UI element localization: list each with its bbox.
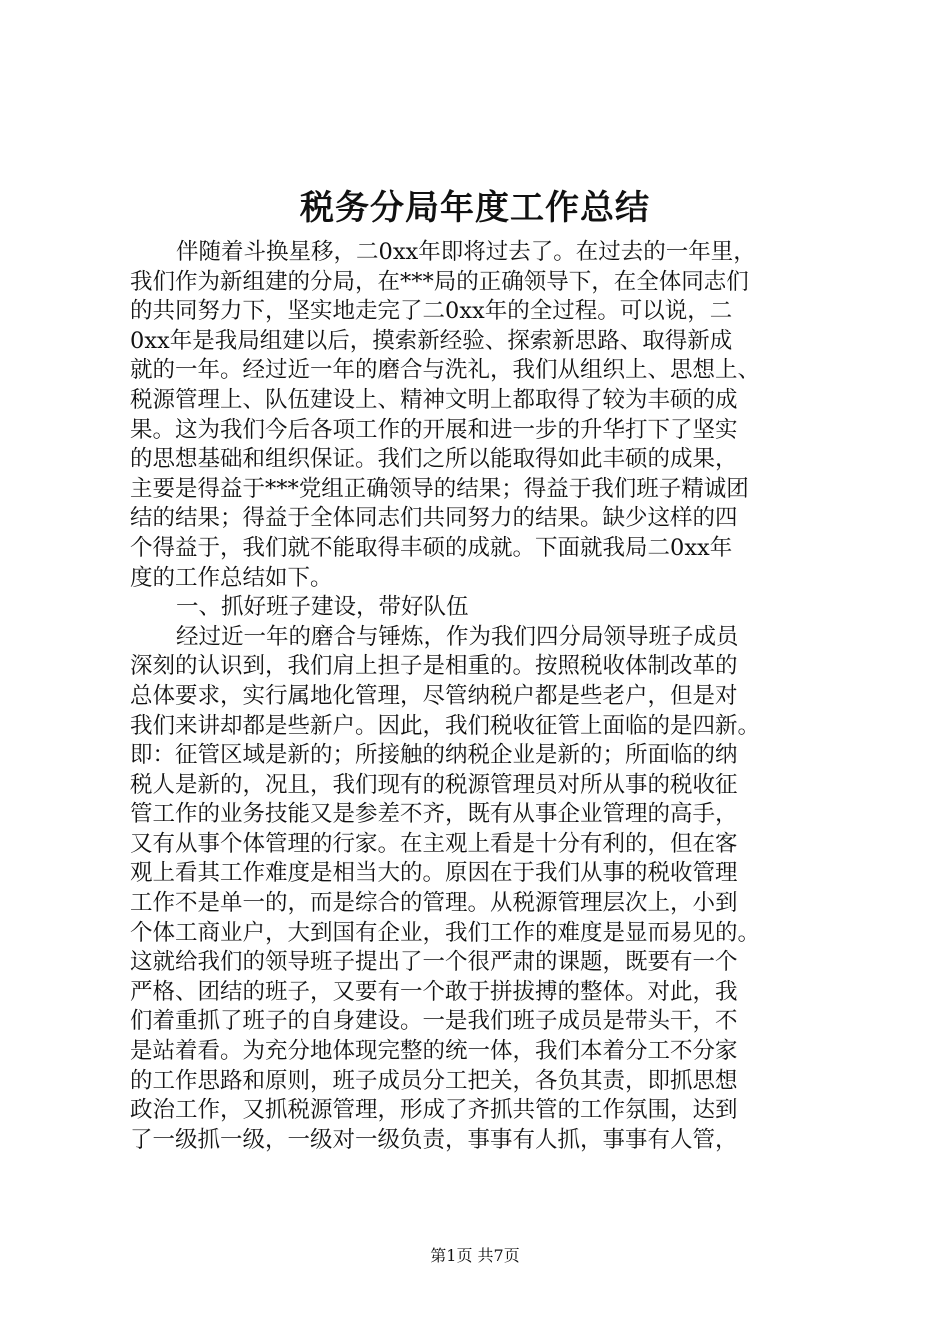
- body-line: 工作不是单一的，而是综合的管理。从税源管理层次上，小到: [130, 890, 738, 917]
- body-line: 政治工作，又抓税源管理，形成了齐抓共管的工作氛围，达到: [130, 1097, 738, 1124]
- body-line: 个体工商业户，大到国有企业，我们工作的难度是显而易见的。: [130, 919, 761, 946]
- body-line: 即：征管区域是新的；所接触的纳税企业是新的；所面临的纳: [130, 742, 738, 769]
- body-line: 的共同努力下，坚实地走完了二0xx年的全过程。可以说，二: [130, 298, 733, 325]
- body-line: 0xx年是我局组建以后，摸索新经验、探索新思路、取得新成: [130, 327, 733, 354]
- body-line: 我们来讲却都是些新户。因此，我们税收征管上面临的是四新。: [130, 712, 761, 739]
- body-line: 观上看其工作难度是相当大的。原因在于我们从事的税收管理: [130, 860, 738, 887]
- body-line: 度的工作总结如下。: [130, 564, 333, 591]
- body-line: 了一级抓一级，一级对一级负责，事事有人抓，事事有人管，: [130, 1126, 738, 1153]
- section-heading: 一、抓好班子建设，带好队伍: [176, 594, 469, 621]
- body-line: 经过近一年的磨合与锤炼，作为我们四分局领导班子成员: [176, 623, 739, 650]
- body-line: 税人是新的，况且，我们现有的税源管理员对所从事的税收征: [130, 771, 738, 798]
- body-line: 结的结果；得益于全体同志们共同努力的结果。缺少这样的四: [130, 505, 738, 532]
- body-line: 深刻的认识到，我们肩上担子是相重的。按照税收体制改革的: [130, 653, 738, 680]
- body-line: 果。这为我们今后各项工作的开展和进一步的升华打下了坚实: [130, 416, 738, 443]
- body-line: 我们作为新组建的分局，在***局的正确领导下，在全体同志们: [130, 268, 749, 295]
- body-line: 的工作思路和原则，班子成员分工把关，各负其责，即抓思想: [130, 1067, 738, 1094]
- document-title: 税务分局年度工作总结: [300, 188, 650, 228]
- body-line: 就的一年。经过近一年的磨合与洗礼，我们从组织上、思想上、: [130, 357, 761, 384]
- body-line: 个得益于，我们就不能取得丰硕的成就。下面就我局二0xx年: [130, 534, 733, 561]
- body-line: 管工作的业务技能又是参差不齐，既有从事企业管理的高手，: [130, 801, 738, 828]
- page-footer: 第1页 共7页: [430, 1246, 520, 1265]
- body-line: 们着重抓了班子的自身建设。一是我们班子成员是带头干，不: [130, 1008, 738, 1035]
- body-line: 总体要求，实行属地化管理，尽管纳税户都是些老户，但是对: [130, 682, 738, 709]
- body-line: 伴随着斗换星移，二0xx年即将过去了。在过去的一年里，: [176, 239, 756, 265]
- body-line: 这就给我们的领导班子提出了一个很严肃的课题，既要有一个: [130, 949, 738, 976]
- body-line: 税源管理上、队伍建设上、精神文明上都取得了较为丰硕的成: [130, 386, 738, 413]
- body-line: 是站着看。为充分地体现完整的统一体，我们本着分工不分家: [130, 1038, 738, 1065]
- body-line: 主要是得益于***党组正确领导的结果；得益于我们班子精诚团: [130, 475, 749, 502]
- body-line: 又有从事个体管理的行家。在主观上看是十分有利的，但在客: [130, 830, 738, 857]
- body-line: 的思想基础和组织保证。我们之所以能取得如此丰硕的成果，: [130, 446, 738, 473]
- body-line: 严格、团结的班子，又要有一个敢于拼拔搏的整体。对此，我: [130, 978, 738, 1005]
- document-body: [130, 238, 830, 1155]
